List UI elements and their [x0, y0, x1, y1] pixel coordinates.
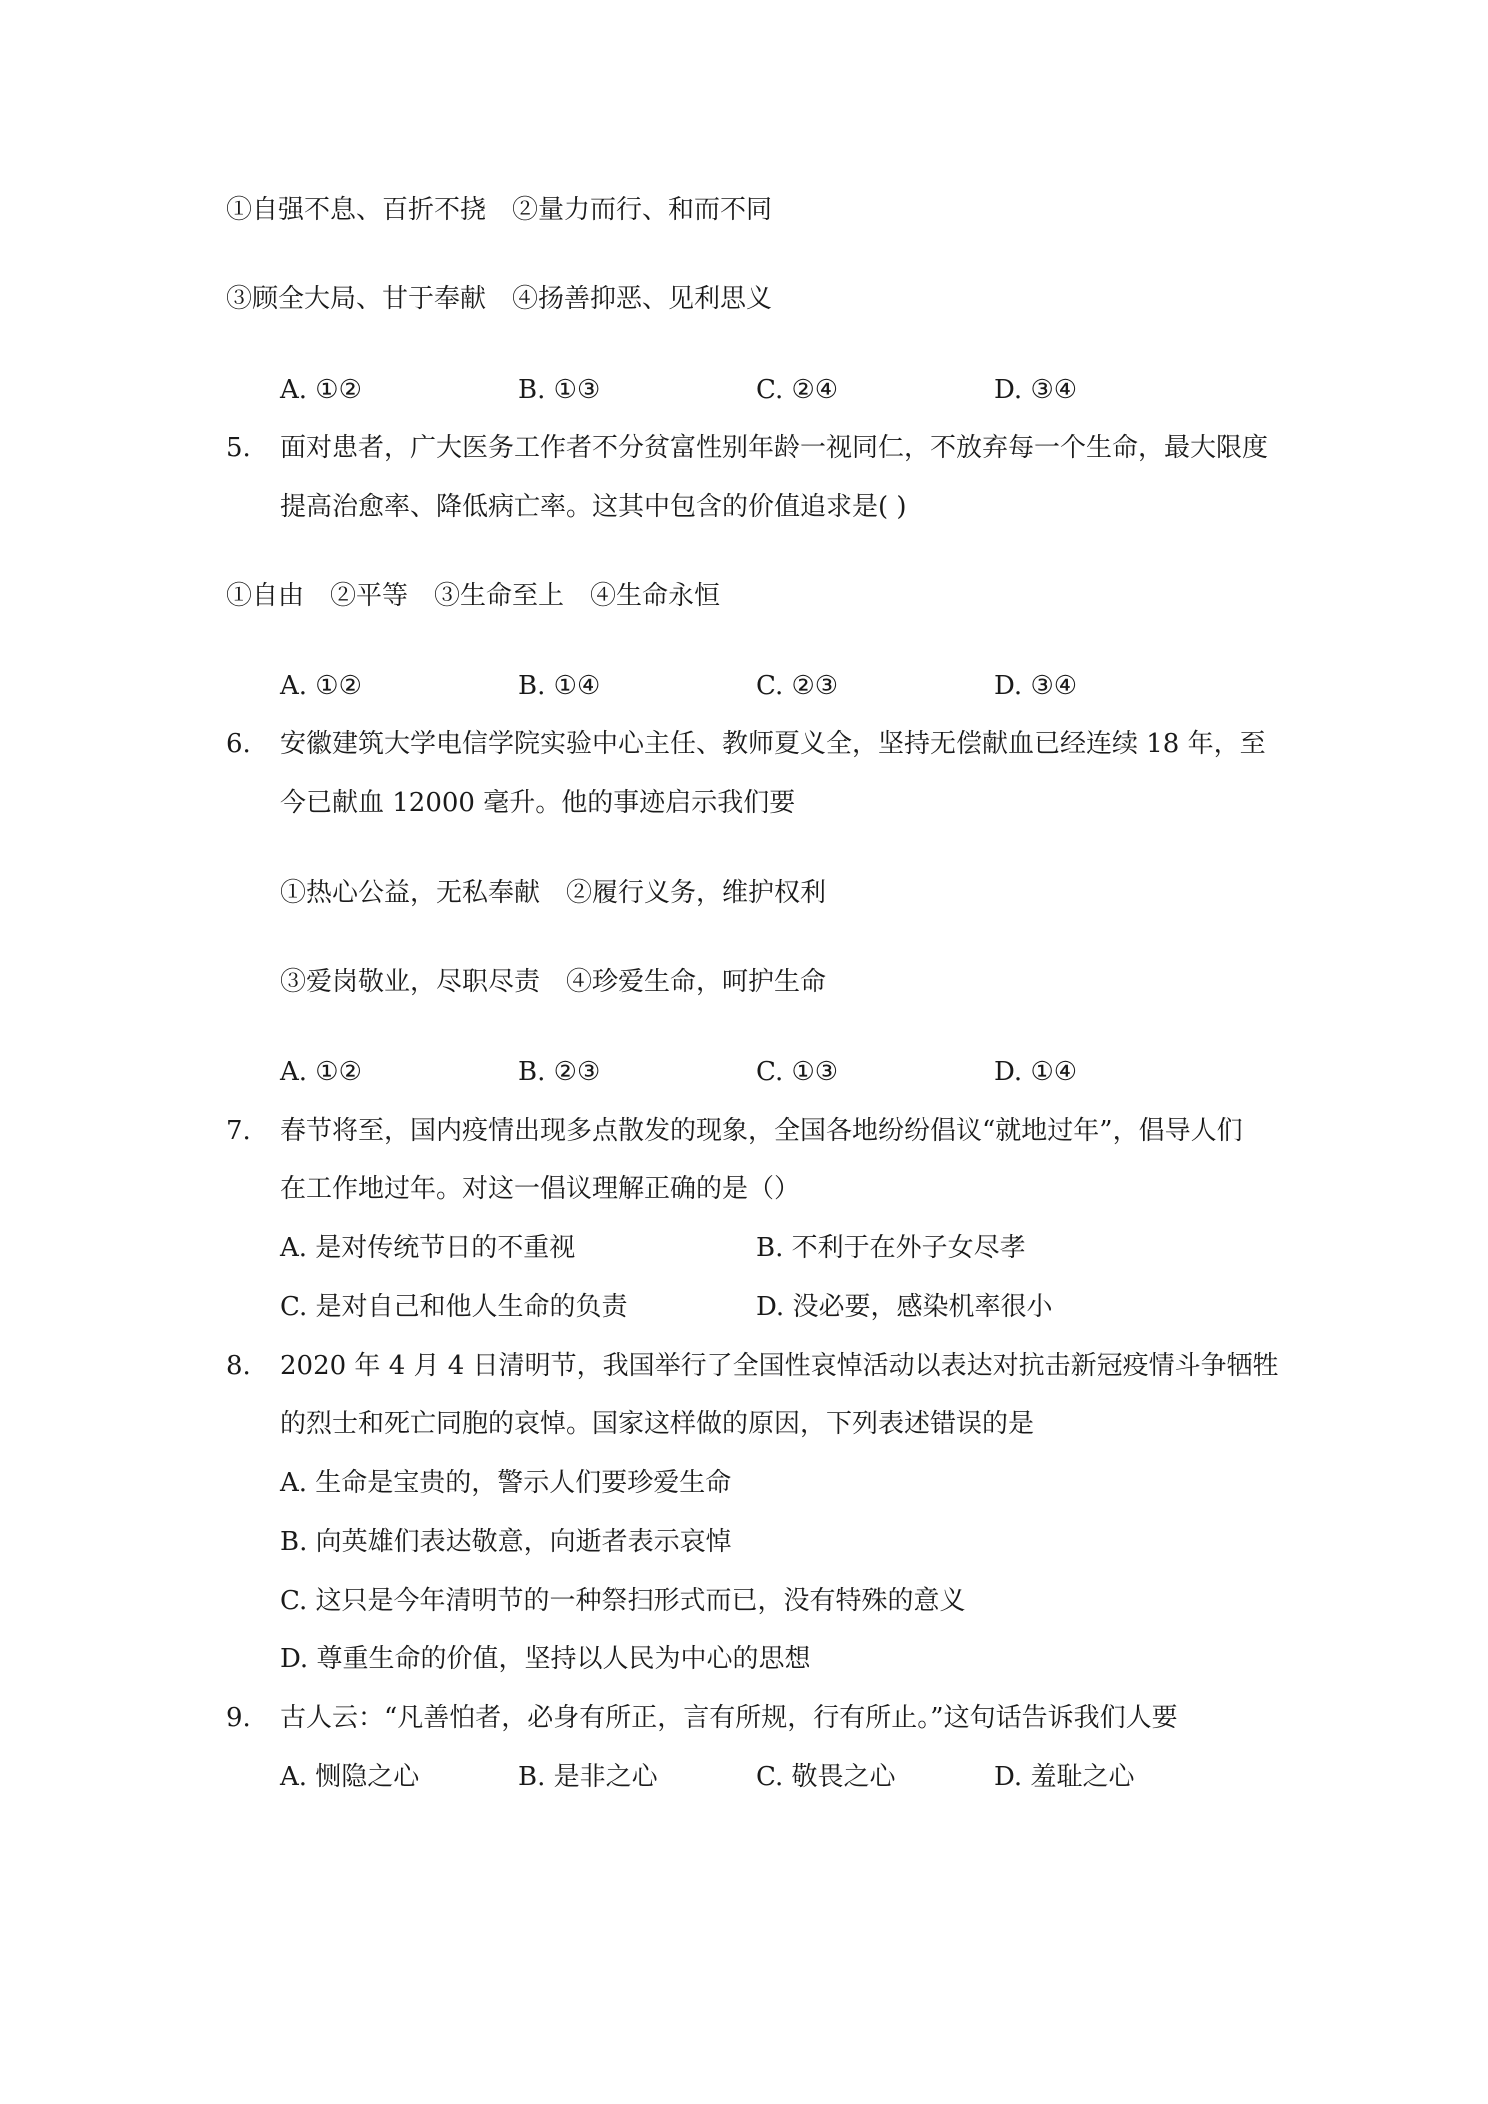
q7-option-d: D. 没必要，感染机率很小	[756, 1292, 1053, 1322]
q9-option-a: A. 恻隐之心	[280, 1762, 420, 1792]
q5-stem-line-2: 提高治愈率、降低病亡率。这其中包含的价值追求是( )	[280, 492, 907, 522]
q4-option-a: A. ①②	[280, 375, 362, 405]
q5-option-b: B. ①④	[518, 671, 601, 701]
q9-option-c: C. 敬畏之心	[756, 1762, 896, 1792]
q9-option-b: B. 是非之心	[518, 1762, 658, 1792]
q8-option-c: C. 这只是今年清明节的一种祭扫形式而已，没有特殊的意义	[280, 1586, 966, 1616]
q4-statement-1: ①自强不息、百折不挠 ②量力而行、和而不同	[226, 195, 773, 225]
q8-number: 8.	[226, 1351, 251, 1381]
q4-statement-2: ③顾全大局、甘于奉献 ④扬善抑恶、见利思义	[226, 284, 773, 314]
q6-option-a: A. ①②	[280, 1057, 362, 1087]
q6-option-c: C. ①③	[756, 1057, 839, 1087]
q9-stem-line-1: 古人云：“凡善怕者，必身有所正，言有所规，行有所止。”这句话告诉我们人要	[280, 1703, 1178, 1733]
q5-option-c: C. ②③	[756, 671, 839, 701]
q9-option-d: D. 羞耻之心	[994, 1762, 1135, 1792]
q7-stem-line-1: 春节将至，国内疫情出现多点散发的现象，全国各地纷纷倡议“就地过年”，倡导人们	[280, 1116, 1243, 1146]
q7-stem-line-2: 在工作地过年。对这一倡议理解正确的是（）	[280, 1174, 801, 1204]
q7-number: 7.	[226, 1116, 251, 1146]
q5-statements: ①自由 ②平等 ③生命至上 ④生命永恒	[226, 581, 721, 611]
q5-number: 5.	[226, 433, 251, 463]
q8-stem-line-2: 的烈士和死亡同胞的哀悼。国家这样做的原因，下列表述错误的是	[280, 1409, 1035, 1439]
q6-option-b: B. ②③	[518, 1057, 601, 1087]
q6-statement-2: ③爱岗敬业，尽职尽责 ④珍爱生命，呵护生命	[280, 967, 827, 997]
q8-option-a: A. 生命是宝贵的，警示人们要珍爱生命	[280, 1468, 732, 1498]
q9-number: 9.	[226, 1703, 251, 1733]
q6-number: 6.	[226, 729, 251, 759]
q8-stem-line-1: 2020 年 4 月 4 日清明节，我国举行了全国性哀悼活动以表达对抗击新冠疫情斗争牺牲	[280, 1351, 1279, 1381]
q7-option-c: C. 是对自己和他人生命的负责	[280, 1292, 628, 1322]
q6-stem-line-1: 安徽建筑大学电信学院实验中心主任、教师夏义全，坚持无偿献血已经连续 18 年，至	[280, 729, 1266, 759]
q5-option-d: D. ③④	[994, 671, 1078, 701]
q6-stem-line-2: 今已献血 12000 毫升。他的事迹启示我们要	[280, 788, 796, 818]
q8-option-b: B. 向英雄们表达敬意，向逝者表示哀悼	[280, 1527, 732, 1557]
q7-option-a: A. 是对传统节日的不重视	[280, 1233, 576, 1263]
q6-statement-1: ①热心公益，无私奉献 ②履行义务，维护权利	[280, 878, 827, 908]
q8-option-d: D. 尊重生命的价值，坚持以人民为中心的思想	[280, 1644, 811, 1674]
q5-option-a: A. ①②	[280, 671, 362, 701]
q4-option-d: D. ③④	[994, 375, 1078, 405]
q6-option-d: D. ①④	[994, 1057, 1078, 1087]
q4-option-b: B. ①③	[518, 375, 601, 405]
q5-stem-line-1: 面对患者，广大医务工作者不分贫富性别年龄一视同仁，不放弃每一个生命，最大限度	[280, 433, 1269, 463]
q4-option-c: C. ②④	[756, 375, 839, 405]
q7-option-b: B. 不利于在外子女尽孝	[756, 1233, 1026, 1263]
